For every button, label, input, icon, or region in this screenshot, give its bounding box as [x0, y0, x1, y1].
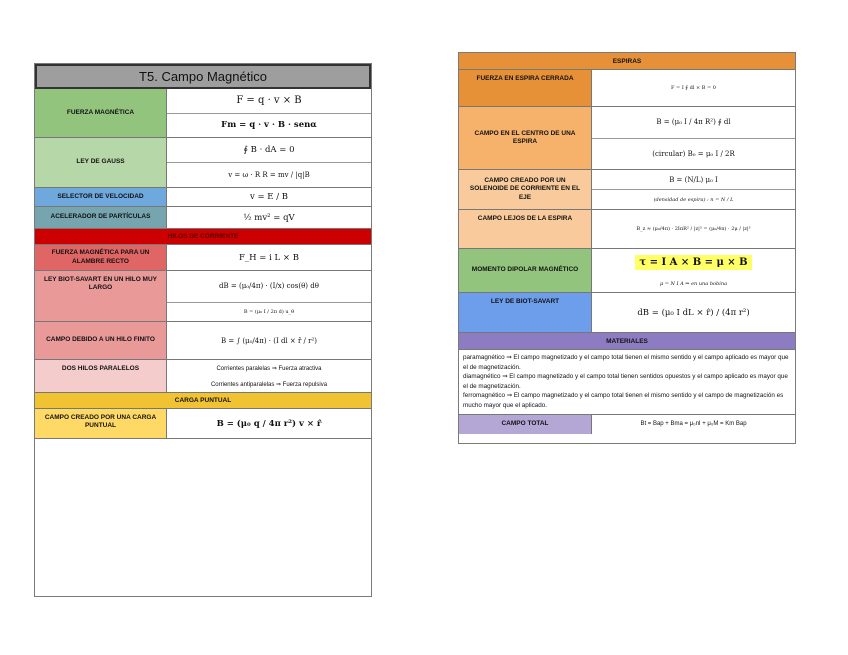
text-corrientes-paralelas: Corrientes paralelas ⇒ Fuerza atractiva — [216, 365, 322, 372]
formula-momento-bobina: μ = N I A ⇒ en una bobina — [659, 281, 728, 288]
text-corrientes-antiparalelas: Corrientes antiparalelas ⇒ Fuerza repulsiva — [210, 381, 328, 388]
row-lejos-espira — [459, 210, 795, 249]
formula-biot-hilo: dB = (μ₀/4π) · (I/x) cos(θ) dθ — [167, 271, 371, 303]
text-ferromagnetico: ferromagnético ⇒ El campo magnetizado y el campo total tienen el mismo sentido y el campo de magnetización es mucho mayor que el aplicado. — [463, 392, 784, 409]
formula-fuerza-espira: F = I ∮ dl × B = 0 — [671, 85, 716, 91]
formula-acelerador: ½ mv² = qV — [243, 212, 295, 223]
label-fuerza-magnetica: FUERZA MAGNÉTICA — [35, 89, 167, 137]
label-fuerza-espira: FUERZA EN ESPIRA CERRADA — [459, 70, 592, 106]
formula-torque: τ = I A × B = μ × B — [635, 255, 751, 270]
formula-radio: v = ω · R R = mv / |q|B — [228, 171, 310, 179]
row-acelerador — [35, 207, 371, 229]
formula-campo-total: Bt = Bap + Bma = μ₀nI + μ₀M = Km Bap — [640, 421, 747, 428]
formula-lejos-espira: B_z ≈ (μ₀/4π) · 2IπR² / |z|³ = (μ₀/4π) · 2μ / |z|³ — [636, 226, 751, 232]
formula-solenoide: B = (N/L) μ₀ I — [592, 170, 795, 190]
formula-lorentz-modulo: Fm = q · v · B · senα — [221, 120, 317, 131]
formula-campo-hilo: B = (μ₀ I / 2π d) u_θ — [243, 308, 295, 315]
label-solenoide: CAMPO CREADO POR UN SOLENOIDE DE CORRIENTE EN EL EJE — [459, 170, 592, 209]
label-biot-savart: LEY DE BIOT-SAVART — [459, 293, 592, 332]
left-formula-sheet — [34, 63, 372, 597]
formula-carga-puntual: B = (μ₀ q / 4π r²) v × r̂ — [216, 418, 322, 429]
label-campo-total: CAMPO TOTAL — [459, 415, 592, 434]
label-hilo-finito: CAMPO DEBIDO A UN HILO FINITO — [35, 322, 167, 359]
row-carga-puntual — [35, 409, 371, 439]
label-lejos-espira: CAMPO LEJOS DE LA ESPIRA — [459, 210, 592, 248]
label-fuerza-alambre: FUERZA MAGNÉTICA PARA UN ALAMBRE RECTO — [35, 245, 167, 270]
row-solenoide — [459, 170, 795, 210]
section-materiales: MATERIALES — [459, 333, 795, 350]
label-momento-dipolar: MOMENTO DIPOLAR MAGNÉTICO — [459, 249, 592, 292]
section-carga-puntual: CARGA PUNTUAL — [35, 393, 371, 409]
row-hilo-finito — [35, 322, 371, 360]
row-dos-hilos — [35, 360, 371, 393]
formula-centro-espira: B = (μ₀ I / 4π R²) ∮ dl — [592, 107, 795, 139]
formula-fuerza-alambre: F_H = i L × B — [239, 252, 299, 263]
row-centro-espira — [459, 107, 795, 170]
row-ley-gauss — [35, 138, 371, 188]
row-biot-savart — [459, 293, 795, 333]
materiales-description — [459, 350, 795, 415]
label-dos-hilos: DOS HILOS PARALELOS — [35, 360, 167, 392]
formula-gauss: ∮ B · dA = 0 — [167, 138, 371, 163]
row-fuerza-espira — [459, 70, 795, 107]
formula-hilo-finito: B = ∫ (μ₀/4π) · (I dl × r̂ / r²) — [220, 336, 318, 345]
formula-biot-savart: dB = (μ₀ I dL × r̂) / (4π r²) — [637, 307, 750, 318]
row-selector-velocidad — [35, 188, 371, 207]
row-campo-total — [459, 415, 795, 434]
label-biot-savart-hilo: LEY BIOT-SAVART EN UN HILO MUY LARGO — [35, 271, 167, 321]
formula-espira-circular: (circular) B₀ = μ₀ I / 2R — [652, 149, 735, 158]
row-fuerza-alambre — [35, 245, 371, 271]
label-centro-espira: CAMPO EN EL CENTRO DE UNA ESPIRA — [459, 107, 592, 169]
formula-lorentz-vector: F = q · v × B — [167, 89, 371, 114]
section-hilos-corriente: HILOS DE CORRIENTE — [35, 229, 371, 245]
label-selector-velocidad: SELECTOR DE VELOCIDAD — [35, 188, 167, 206]
label-acelerador: ACELERADOR DE PARTÍCULAS — [35, 207, 167, 228]
formula-selector: v = E / B — [249, 192, 289, 202]
row-fuerza-magnetica — [35, 89, 371, 138]
section-espiras: ESPIRAS — [459, 53, 795, 70]
sheet-title: T5. Campo Magnético — [35, 64, 371, 89]
label-ley-gauss: LEY DE GAUSS — [35, 138, 167, 187]
row-momento-dipolar — [459, 249, 795, 293]
formula-densidad-espira: (densidad de espira) : n = N / L — [653, 196, 734, 203]
right-formula-sheet — [458, 52, 796, 444]
text-diamagnetico: diamagnético ⇒ El campo magnetizado y el campo total tienen sentidos opuestos y el campo aplicado es mayor que el de magnetización. — [463, 373, 788, 390]
text-paramagnetico: paramagnético ⇒ El campo magnetizado y el campo total tienen el mismo sentido y el campo aplicado es mayor que el de magnetización. — [463, 354, 789, 371]
label-carga-puntual: CAMPO CREADO POR UNA CARGA PUNTUAL — [35, 409, 167, 438]
row-biot-savart-hilo — [35, 271, 371, 322]
